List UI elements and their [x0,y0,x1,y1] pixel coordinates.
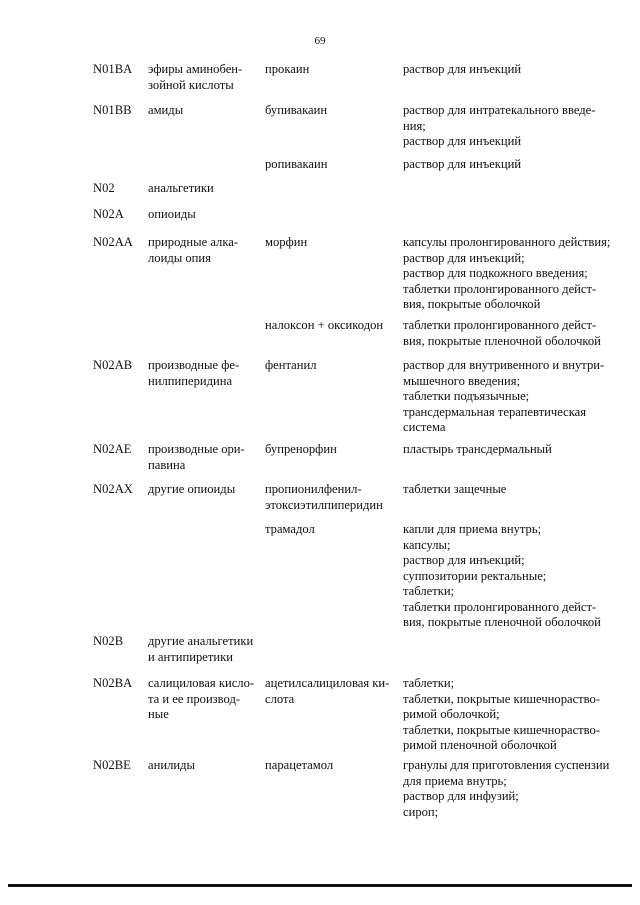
dosage-forms-line: римой оболочкой; [403,707,500,721]
drug-name-line: трамадол [265,522,315,536]
dosage-forms-line: вия, покрытые пленочной оболочкой [403,615,601,629]
dosage-forms-line: капсулы; [403,537,451,552]
drug-name [265,758,395,774]
dosage-forms-line: раствор для инфузий; [403,789,519,803]
group-name [148,207,260,223]
dosage-forms [403,442,628,458]
drug-name-line: пропионилфенил- [265,482,362,496]
dosage-forms-line: капли для приема внутрь; [403,522,542,536]
dosage-forms-line: суппозитории ректальные; [403,568,547,583]
drug-name [265,235,395,251]
dosage-forms-line: раствор для инъекций [403,62,522,76]
drug-name [265,62,395,78]
dosage-forms [403,62,628,78]
drug-name [265,676,395,707]
group-name [148,181,260,197]
dosage-forms-line: таблетки; [403,584,455,598]
group-name-line: амиды [148,103,184,117]
dosage-forms-line: таблетки пролонгированного дейст- [403,318,597,332]
dosage-forms-line: раствор для интратекального введе- [403,103,596,117]
drug-name [265,482,395,513]
drug-name-line: бупивакаин [265,103,328,117]
dosage-forms-line: раствор для внутривенного и внутри- [403,358,605,372]
drug-name-line: морфин [265,235,308,249]
atc-code: N02BA [93,676,133,690]
dosage-forms [403,103,628,150]
drug-name [265,442,395,458]
dosage-forms [403,235,628,313]
group-name-line: павина [148,457,186,472]
drug-name [265,522,395,538]
group-name-line: ные [148,707,169,721]
group-name [148,482,260,498]
drug-name [265,103,395,119]
dosage-forms [403,157,628,173]
drug-name-line: слота [265,691,295,706]
dosage-forms [403,358,628,436]
atc-code: N02AE [93,442,132,456]
group-name [148,235,260,266]
group-name-line: другие опиоиды [148,482,236,496]
dosage-forms [403,758,628,820]
group-name-line: и антипиретики [148,649,233,664]
drug-name [265,318,395,334]
dosage-forms-line: таблетки пролонгированного дейст- [403,281,597,296]
group-name-line: эфиры аминобен- [148,62,243,76]
dosage-forms-line: раствор для инъекций [403,157,522,171]
dosage-forms-line: для приема внутрь; [403,773,507,788]
group-name-line: салициловая кисло- [148,676,255,690]
atc-code: N02 [93,181,115,195]
dosage-forms-line: раствор для инъекций; [403,553,525,567]
dosage-forms-line: таблетки защечные [403,482,507,496]
drug-name [265,157,395,173]
group-name [148,358,260,389]
dosage-forms [403,676,628,754]
dosage-forms-line: вия, покрытые пленочной оболочкой [403,333,601,348]
atc-code: N02AB [93,358,133,372]
atc-code: N02BE [93,758,131,772]
dosage-forms-line: ния; [403,118,426,133]
dosage-forms-line: вия, покрытые оболочкой [403,297,541,311]
group-name-line: зойной кислоты [148,77,234,92]
dosage-forms-line: капсулы пролонгированного действия; [403,235,611,249]
group-name [148,62,260,93]
group-name-line: другие анальгетики [148,634,254,648]
group-name-line: природные алка- [148,235,239,249]
drug-name [265,358,395,374]
group-name [148,758,260,774]
dosage-forms [403,318,628,349]
group-name-line: лоиды опия [148,250,211,265]
dosage-forms-line: таблетки подъязычные; [403,389,530,403]
atc-code: N02AX [93,482,133,496]
group-name [148,634,260,665]
dosage-forms-line: раствор для инъекций; [403,250,525,265]
dosage-forms-line: сироп; [403,804,439,819]
group-name-line: нилпиперидина [148,373,233,388]
drug-name-line: этоксиэтилпиперидин [265,497,383,512]
group-name-line: анилиды [148,758,195,772]
drug-name-line: фентанил [265,358,317,372]
atc-code: N02B [93,634,124,648]
dosage-forms-line: раствор для подкожного введения; [403,266,588,280]
dosage-forms [403,482,628,498]
dosage-forms-line: таблетки пролонгированного дейст- [403,599,597,614]
dosage-forms-line: гранулы для приготовления суспензии [403,758,610,772]
drug-name-line: ропивакаин [265,157,328,171]
dosage-forms-line: пластырь трансдермальный [403,442,552,456]
dosage-forms-line: римой пленочной оболочкой [403,738,557,752]
dosage-forms-line: таблетки, покрытые кишечнораство- [403,691,601,706]
drug-name-line: прокаин [265,62,310,76]
group-name [148,103,260,119]
group-name-line: та и ее производ- [148,691,241,706]
drug-name-line: парацетамол [265,758,334,772]
bottom-rule [8,884,632,887]
dosage-forms-line: раствор для инъекций [403,134,522,148]
drug-name-line: налоксон + оксикодон [265,318,384,332]
atc-code: N02A [93,207,124,221]
group-name-line: опиоиды [148,207,196,221]
dosage-forms-line: трансдермальная терапевтическая [403,404,587,419]
group-name-line: производные фе- [148,358,240,372]
dosage-forms-line: мышечного введения; [403,373,521,388]
dosage-forms-line: таблетки; [403,676,455,690]
dosage-forms-line: система [403,420,446,434]
atc-code: N01BB [93,103,132,117]
page-number: 69 [314,35,326,47]
atc-code: N02AA [93,235,133,249]
drug-name-line: бупренорфин [265,442,337,456]
drug-name-line: ацетилсалициловая ки- [265,676,390,690]
group-name-line: анальгетики [148,181,214,195]
dosage-forms [403,522,628,631]
group-name [148,442,260,473]
group-name [148,676,260,723]
atc-code: N01BA [93,62,133,76]
dosage-forms-line: таблетки, покрытые кишечнораство- [403,722,601,737]
group-name-line: производные ори- [148,442,245,456]
